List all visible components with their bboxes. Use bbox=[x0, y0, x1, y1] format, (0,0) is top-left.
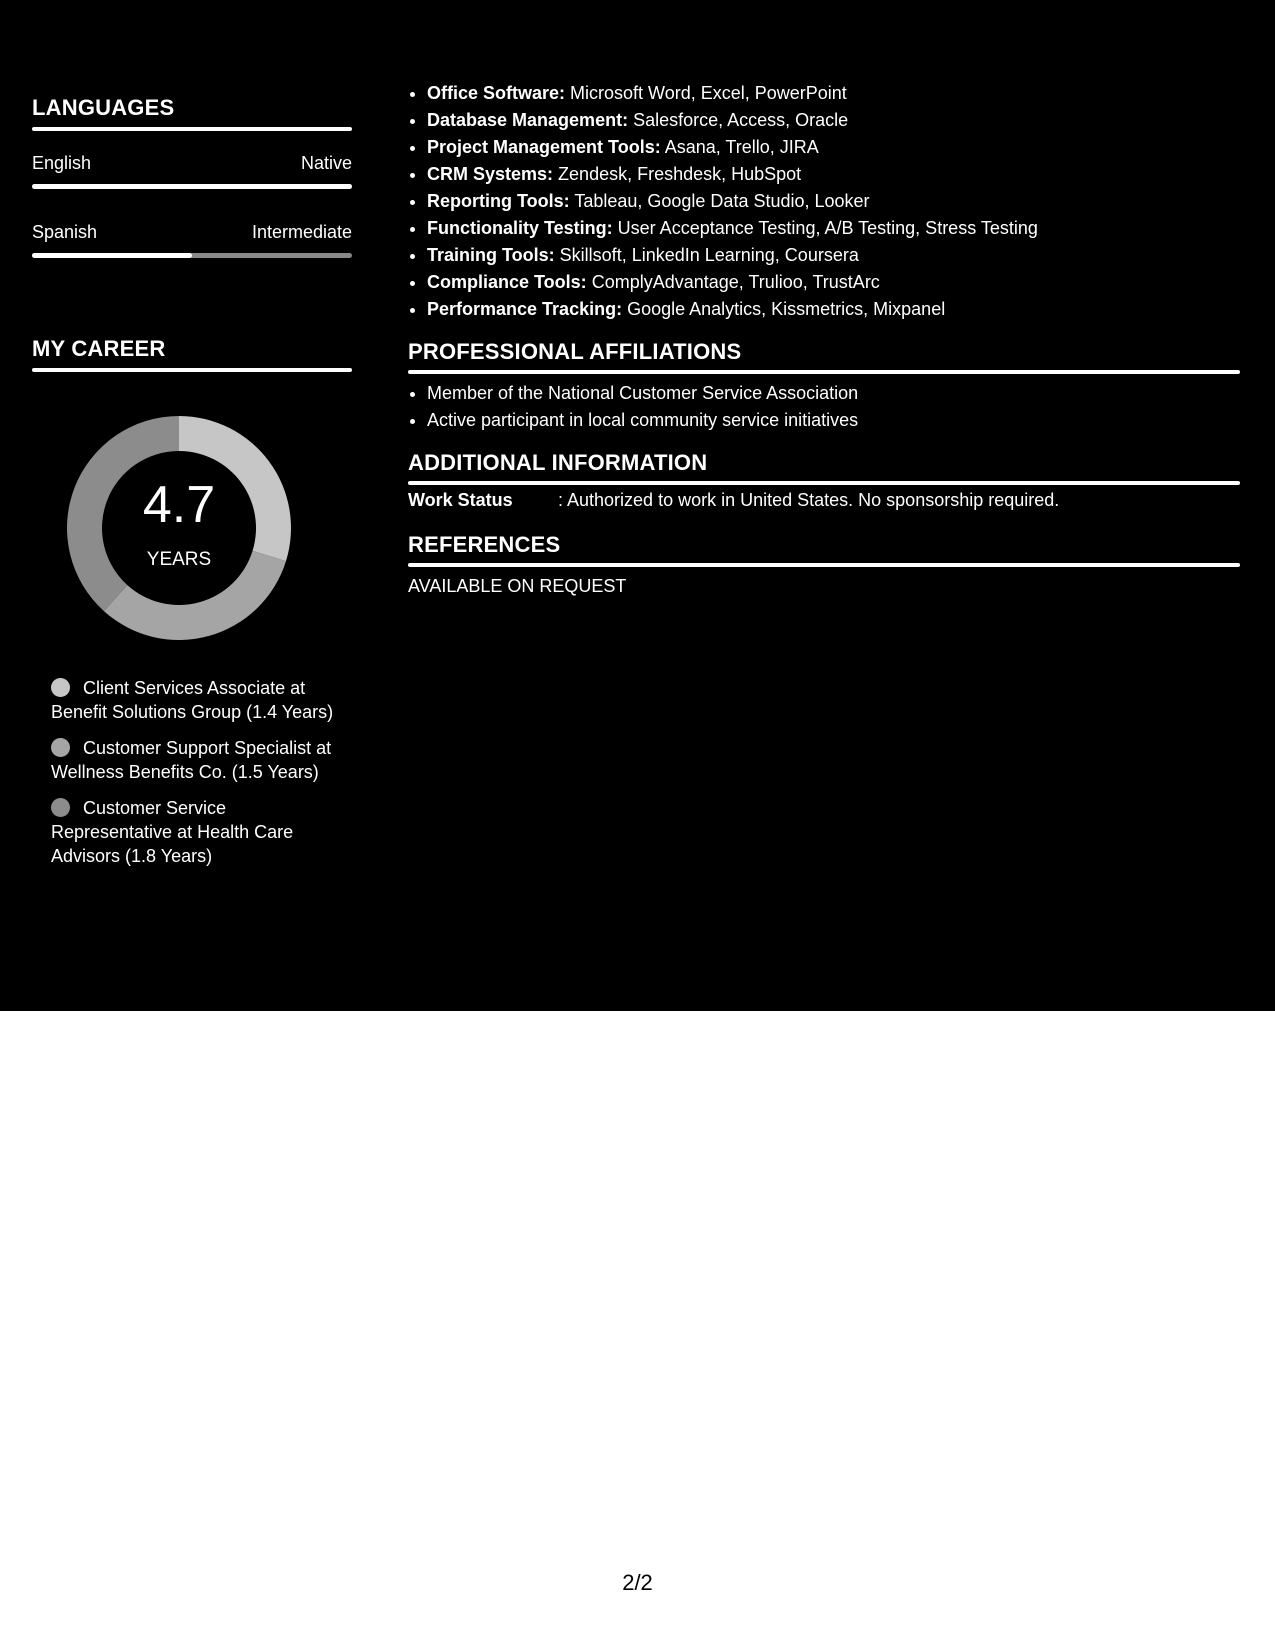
career-rule bbox=[32, 368, 352, 372]
career-legend-dot bbox=[51, 798, 70, 817]
career-title: MY CAREER bbox=[32, 336, 166, 361]
skill-label: Office Software: bbox=[427, 83, 566, 103]
additional-title: ADDITIONAL INFORMATION bbox=[408, 450, 708, 475]
skill-value: ComplyAdvantage, Trulioo, TrustArc bbox=[586, 272, 880, 292]
career-legend-dot bbox=[51, 678, 70, 697]
career-list bbox=[51, 676, 341, 880]
career-item bbox=[51, 796, 341, 868]
skill-label: Performance Tracking: bbox=[427, 299, 623, 319]
career-total-unit: YEARS bbox=[146, 549, 212, 570]
additional-rule bbox=[408, 481, 1240, 485]
skill-label: Functionality Testing: bbox=[427, 218, 613, 238]
skill-item bbox=[427, 215, 1038, 242]
skill-label: Training Tools: bbox=[427, 245, 555, 265]
additional-section bbox=[408, 450, 1240, 485]
skill-label: Database Management: bbox=[427, 110, 629, 130]
affiliations-list bbox=[408, 380, 858, 434]
skill-item bbox=[427, 161, 1038, 188]
affiliations-title: PROFESSIONAL AFFILIATIONS bbox=[408, 339, 742, 364]
skill-value: User Acceptance Testing, A/B Testing, Stress Testing bbox=[612, 218, 1038, 238]
career-item-text: Customer Service Representative at Health Care Advisors (1.8 Years) bbox=[51, 798, 294, 866]
references-text: AVAILABLE ON REQUEST bbox=[408, 576, 627, 596]
skill-item bbox=[427, 134, 1038, 161]
affiliations-rule bbox=[408, 370, 1240, 374]
page-number: 2/2 bbox=[622, 1570, 653, 1595]
skill-item bbox=[427, 242, 1038, 269]
skill-item bbox=[427, 269, 1038, 296]
skill-value: Asana, Trello, JIRA bbox=[660, 137, 819, 157]
language-bar-track bbox=[32, 184, 352, 189]
skill-label: Project Management Tools: bbox=[427, 137, 661, 157]
work-status-label: Work Status bbox=[408, 490, 513, 510]
skill-item bbox=[427, 80, 1038, 107]
references-rule bbox=[408, 563, 1240, 567]
language-name: English bbox=[32, 153, 92, 173]
affiliation-item: • Member of the National Customer Service Association bbox=[427, 380, 858, 407]
skill-item bbox=[427, 296, 1038, 323]
affiliation-item: • Active participant in local community service initiatives bbox=[427, 407, 858, 434]
language-level: Native bbox=[300, 153, 352, 173]
skill-value: Tableau, Google Data Studio, Looker bbox=[569, 191, 870, 211]
career-item bbox=[51, 736, 341, 784]
references-title: REFERENCES bbox=[408, 532, 561, 557]
languages-section bbox=[32, 95, 352, 131]
languages-title: LANGUAGES bbox=[32, 95, 175, 120]
language-bar-fill bbox=[32, 253, 192, 258]
language-bar-track bbox=[32, 253, 352, 258]
skills-list bbox=[408, 80, 1038, 323]
skill-value: Microsoft Word, Excel, PowerPoint bbox=[565, 83, 847, 103]
references-section bbox=[408, 532, 1240, 567]
skill-label: Reporting Tools: bbox=[427, 191, 570, 211]
language-level: Intermediate bbox=[251, 222, 352, 242]
language-name: Spanish bbox=[32, 222, 98, 242]
skill-value: Salesforce, Access, Oracle bbox=[628, 110, 849, 130]
language-bar-fill bbox=[32, 184, 352, 189]
affiliations-section bbox=[408, 339, 1240, 374]
career-legend-dot bbox=[51, 738, 70, 757]
work-status-value: : Authorized to work in United States. No sponsorship required. bbox=[558, 490, 1060, 510]
skill-value: Skillsoft, LinkedIn Learning, Coursera bbox=[554, 245, 859, 265]
career-item-text: Customer Support Specialist at Wellness Benefits Co. (1.5 Years) bbox=[51, 738, 332, 782]
career-item bbox=[51, 676, 341, 724]
skill-item bbox=[427, 188, 1038, 215]
skill-item bbox=[427, 107, 1038, 134]
career-item-text: Client Services Associate at Benefit Solutions Group (1.4 Years) bbox=[51, 678, 334, 722]
career-section bbox=[32, 336, 352, 372]
languages-rule bbox=[32, 127, 352, 131]
career-total-value: 4.7 bbox=[142, 476, 216, 534]
skill-label: CRM Systems: bbox=[427, 164, 554, 184]
career-donut-chart bbox=[66, 415, 292, 641]
skill-value: Google Analytics, Kissmetrics, Mixpanel bbox=[622, 299, 946, 319]
skill-value: Zendesk, Freshdesk, HubSpot bbox=[553, 164, 802, 184]
skill-label: Compliance Tools: bbox=[427, 272, 587, 292]
